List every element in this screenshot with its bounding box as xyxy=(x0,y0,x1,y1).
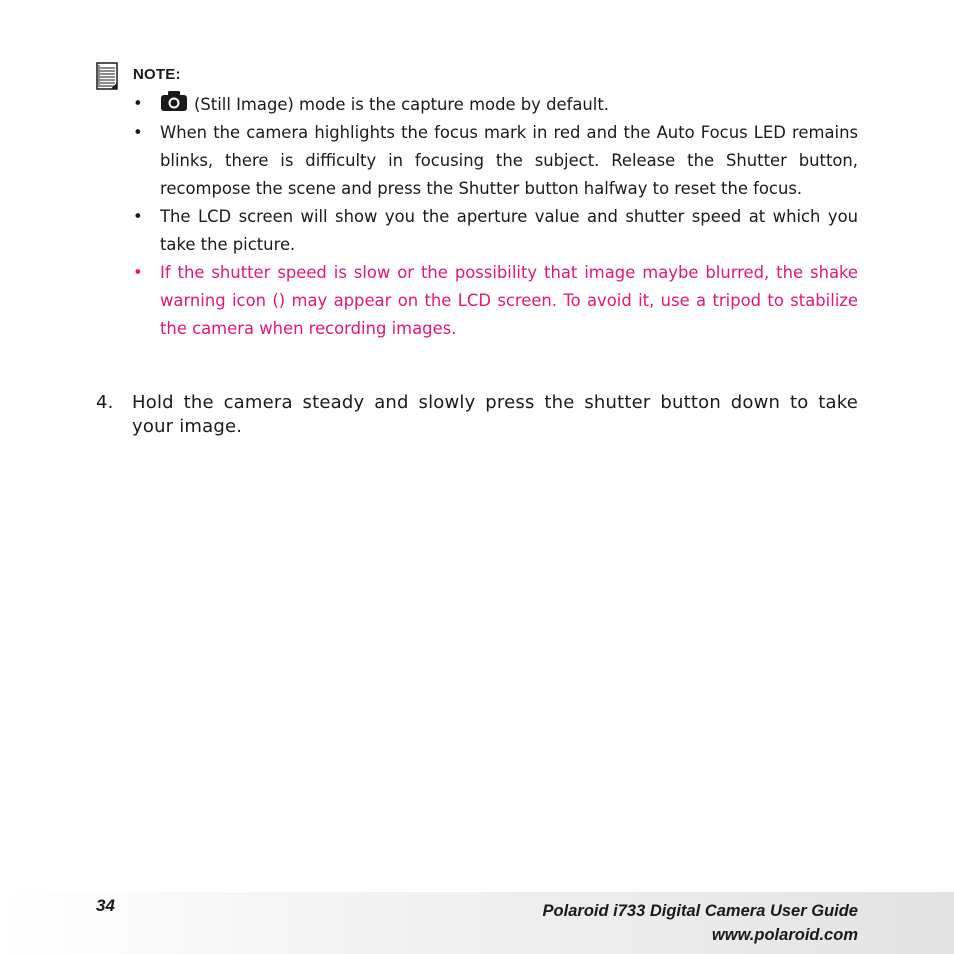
bullet-dot: • xyxy=(133,123,143,142)
note-bullet-focus xyxy=(133,119,858,203)
notepad-icon xyxy=(96,62,118,90)
camera-icon xyxy=(160,90,188,112)
page-number: 34 xyxy=(96,896,115,915)
bullet-dot: • xyxy=(133,263,143,282)
footer-website: www.polaroid.com xyxy=(711,926,858,944)
bullet-dot: • xyxy=(133,94,143,113)
step-number: 4. xyxy=(96,392,114,413)
bullet-dot: • xyxy=(133,207,143,226)
footer xyxy=(543,899,858,947)
note-title: NOTE: xyxy=(133,66,181,83)
note-bullet-list xyxy=(133,90,858,343)
note-bullet-lcd xyxy=(133,203,858,259)
note-bullet-still-mode xyxy=(133,90,858,119)
step-text: Hold the camera steady and slowly press the shutter button down to take your image. xyxy=(132,392,858,437)
step-4 xyxy=(96,391,858,439)
note-bullet-text: (Still Image) mode is the capture mode by default. xyxy=(194,95,609,114)
note-bullet-shake-warning xyxy=(133,259,858,343)
note-bullet-text: The LCD screen will show you the aperture value and shutter speed at which you take the picture. xyxy=(160,207,858,254)
footer-guide-title: Polaroid i733 Digital Camera User Guide xyxy=(542,902,858,920)
note-bullet-text: When the camera highlights the focus mark in red and the Auto Focus LED remains blinks, there is difficulty in focusing the subject. Release the Shutter button, recompose the scene and press the Shutter button halfway to reset the focus. xyxy=(160,123,858,198)
note-bullet-text: If the shutter speed is slow or the possibility that image maybe blurred, the shake warning icon () may appear on the LCD screen. To avoid it, use a tripod to stabilize the camera when recording images. xyxy=(160,263,858,338)
